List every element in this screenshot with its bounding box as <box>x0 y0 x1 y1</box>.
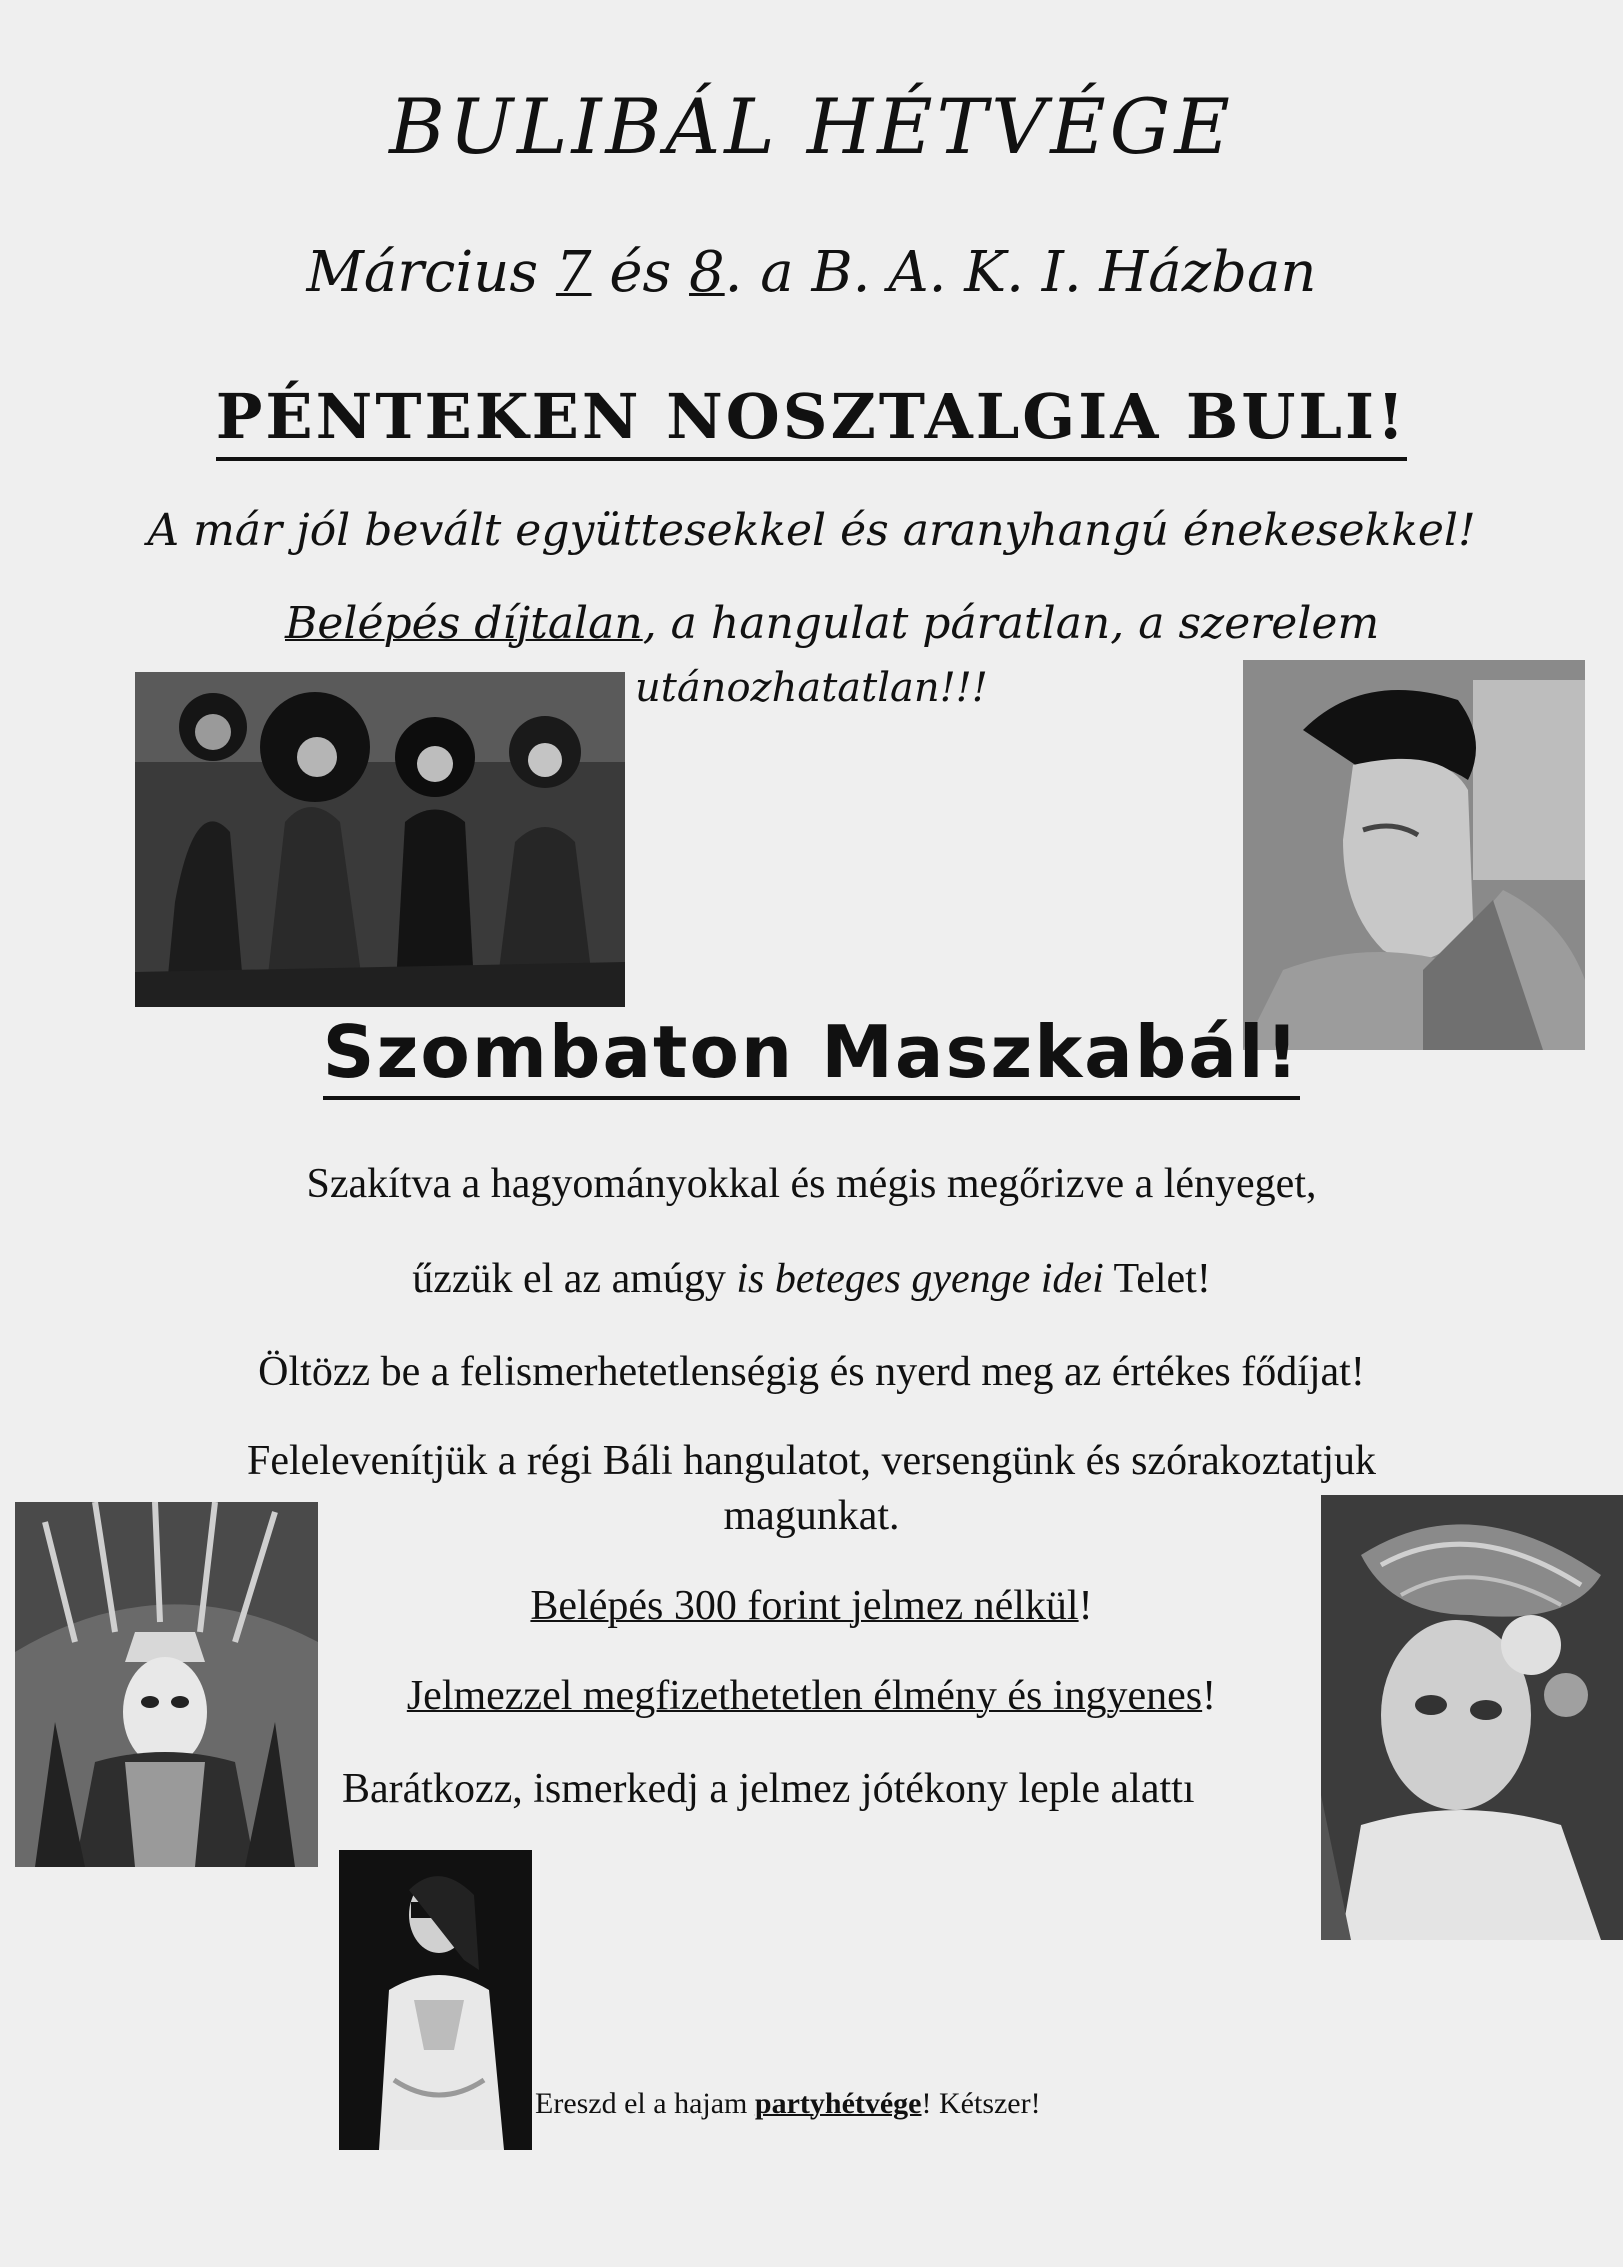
closing-line-start: Ereszd el a hajam <box>535 2087 755 2120</box>
friday-line-one: A már jól bevált együttesekkel és aranyhangú énekesekkel! <box>147 505 1476 556</box>
date-suffix: . a B. A. K. I. Házban <box>724 240 1317 305</box>
partyhetvege-text: partyhétvége <box>754 2087 922 2120</box>
costume-free-end: ! <box>1202 1673 1217 1719</box>
saturday-line-five: magunkat. <box>723 1493 900 1539</box>
saturday-line-eight: Barátkozz, ismerkedj a jelmez jótékony leple alattı <box>342 1766 1195 1812</box>
friday-line-two <box>285 598 1379 649</box>
date-day-two: 8 <box>689 240 725 305</box>
feather-costume-photo <box>15 1502 318 1867</box>
masked-figure-photo <box>339 1850 532 2150</box>
venetian-mask-photo <box>1321 1495 1623 1940</box>
entry-fee-text: Belépés 300 forint jelmez nélkül <box>530 1583 1079 1629</box>
date-middle: és <box>591 240 690 305</box>
saturday-line-two-start: űzzük el az amúgy <box>412 1256 737 1302</box>
date-day-one: 7 <box>555 240 592 305</box>
entry-fee-end: ! <box>1078 1583 1093 1629</box>
free-entry-text: Belépés díjtalan <box>285 598 643 649</box>
date-location-line <box>0 240 1623 305</box>
saturday-line-one: Szakítva a hagyományokkal és mégis megőrizve a lényeget, <box>306 1161 1317 1207</box>
elvis-photo <box>1243 660 1585 1050</box>
costume-free-text: Jelmezzel megfizethetetlen élmény és ingyenes <box>406 1673 1203 1719</box>
saturday-line-two-italic: is beteges gyenge idei <box>736 1256 1104 1302</box>
saturday-line-two-end: Telet! <box>1103 1256 1211 1302</box>
closing-line-end: ! Kétszer! <box>921 2087 1041 2120</box>
saturday-heading <box>0 1010 1623 1094</box>
saturday-line-two <box>0 1255 1623 1303</box>
flyer-title: BULIBÁL HÉTVÉGE <box>389 82 1234 171</box>
closing-line <box>535 2087 1041 2121</box>
friday-line-three: utánozhatatlan!!! <box>635 665 988 711</box>
saturday-heading-text: Szombaton Maszkabál! <box>323 1010 1301 1100</box>
friday-heading-text: PÉNTEKEN NOSZTALGIA BULI! <box>216 380 1407 461</box>
saturday-line-four: Felelevenítjük a régi Báli hangulatot, versengünk és szórakoztatjuk <box>247 1438 1376 1484</box>
saturday-line-three: Öltözz be a felismerhetetlenségig és nyerd meg az értékes fődíjat! <box>258 1349 1365 1395</box>
band-photo <box>135 672 625 1007</box>
friday-line-two-rest: , a hangulat páratlan, a szerelem <box>642 598 1380 649</box>
date-prefix: Március <box>306 240 556 305</box>
friday-heading <box>0 380 1623 453</box>
